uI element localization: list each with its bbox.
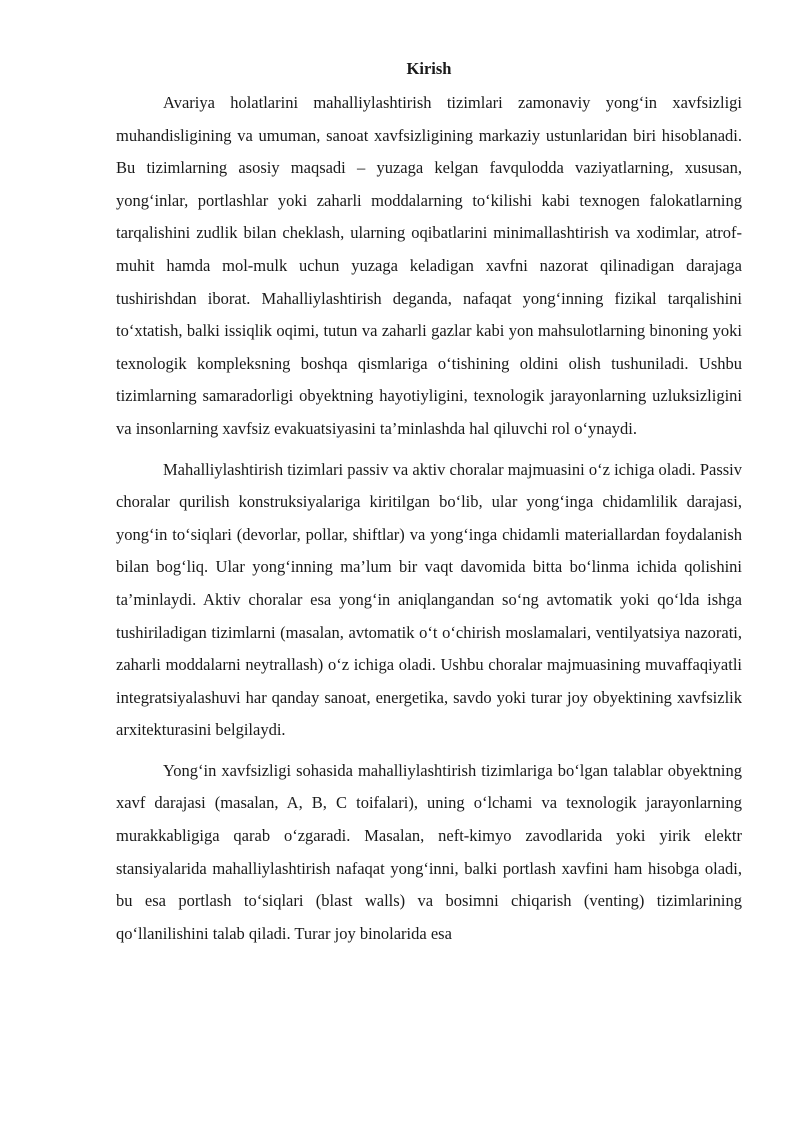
document-page xyxy=(116,56,742,950)
paragraph-1: Avariya holatlarini mahalliylashtirish tizimlari zamonaviy yong‘in xavfsizligi muhandisligining va umuman, sanoat xavfsizligining markaziy ustunlaridan biri hisoblanadi. Bu tizimlarning asosiy maqsadi – yuzaga kelgan favqulodda vaziyatlarning, xususan, yong‘inlar, portlashlar yoki zaharli moddalarning to‘kilishi kabi texnogen falokatlarning tarqalishini zudlik bilan cheklash, ularning oqibatlarini minimallashtirish va xodimlar, atrof-muhit hamda mol-mulk uchun yuzaga keladigan xavfni nazorat qilinadigan darajaga tushirishdan iborat. Mahalliylashtirish deganda, nafaqat yong‘inning fizikal tarqalishini to‘xtatish, balki issiqlik oqimi, tutun va zaharli gazlar kabi yon mahsulotlarning binoning yoki texnologik kompleksning boshqa qismlariga o‘tishining oldini olish tushuniladi. Ushbu tizimlarning samaradorligi obyektning hayotiyligini, texnologik jarayonlarning uzluksizligini va insonlarning xavfsiz evakuatsiyasini ta’minlashda hal qiluvchi rol o‘ynaydi. xyxy=(116,93,742,438)
paragraph-2: Mahalliylashtirish tizimlari passiv va aktiv choralar majmuasini o‘z ichiga oladi. Passiv choralar qurilish konstruksiyalariga kiritilgan bo‘lib, ular yong‘inga chidamlilik darajasi, yong‘in to‘siqlari (devorlar, pollar, shiftlar) va yong‘inga chidamli materiallardan foydalanish bilan bog‘liq. Ular yong‘inning ma’lum bir vaqt davomida bitta bo‘linma ichida qolishini ta’minlaydi. Aktiv choralar esa yong‘in aniqlangandan so‘ng avtomatik yoki qo‘lda ishga tushiriladigan tizimlarni (masalan, avtomatik o‘t o‘chirish moslamalari, ventilyatsiya nazorati, zaharli moddalarni neytrallash) o‘z ichiga oladi. Ushbu choralar majmuasining muvaffaqiyatli integratsiyalashuvi har qanday sanoat, energetika, savdo yoki turar joy obyektining xavfsizlik arxitekturasini belgilaydi. xyxy=(116,459,742,740)
paragraph-3: Yong‘in xavfsizligi sohasida mahalliylashtirish tizimlariga bo‘lgan talablar obyektning xavf darajasi (masalan, A, B, C toifalari), uning o‘lchami va texnologik jarayonlarning murakkabligiga qarab o‘zgaradi. Masalan, neft-kimyo zavodlarida yoki yirik elektr stansiyalarida mahalliylashtirish nafaqat yong‘inni, balki portlash xavfini ham hisobga oladi, bu esa portlash to‘siqlari (blast walls) va bosimni chiqarish (venting) tizimlarining qo‘llanilishini talab qiladi. Turar joy binolarida esa xyxy=(116,760,742,943)
section-title: Kirish xyxy=(406,59,452,78)
